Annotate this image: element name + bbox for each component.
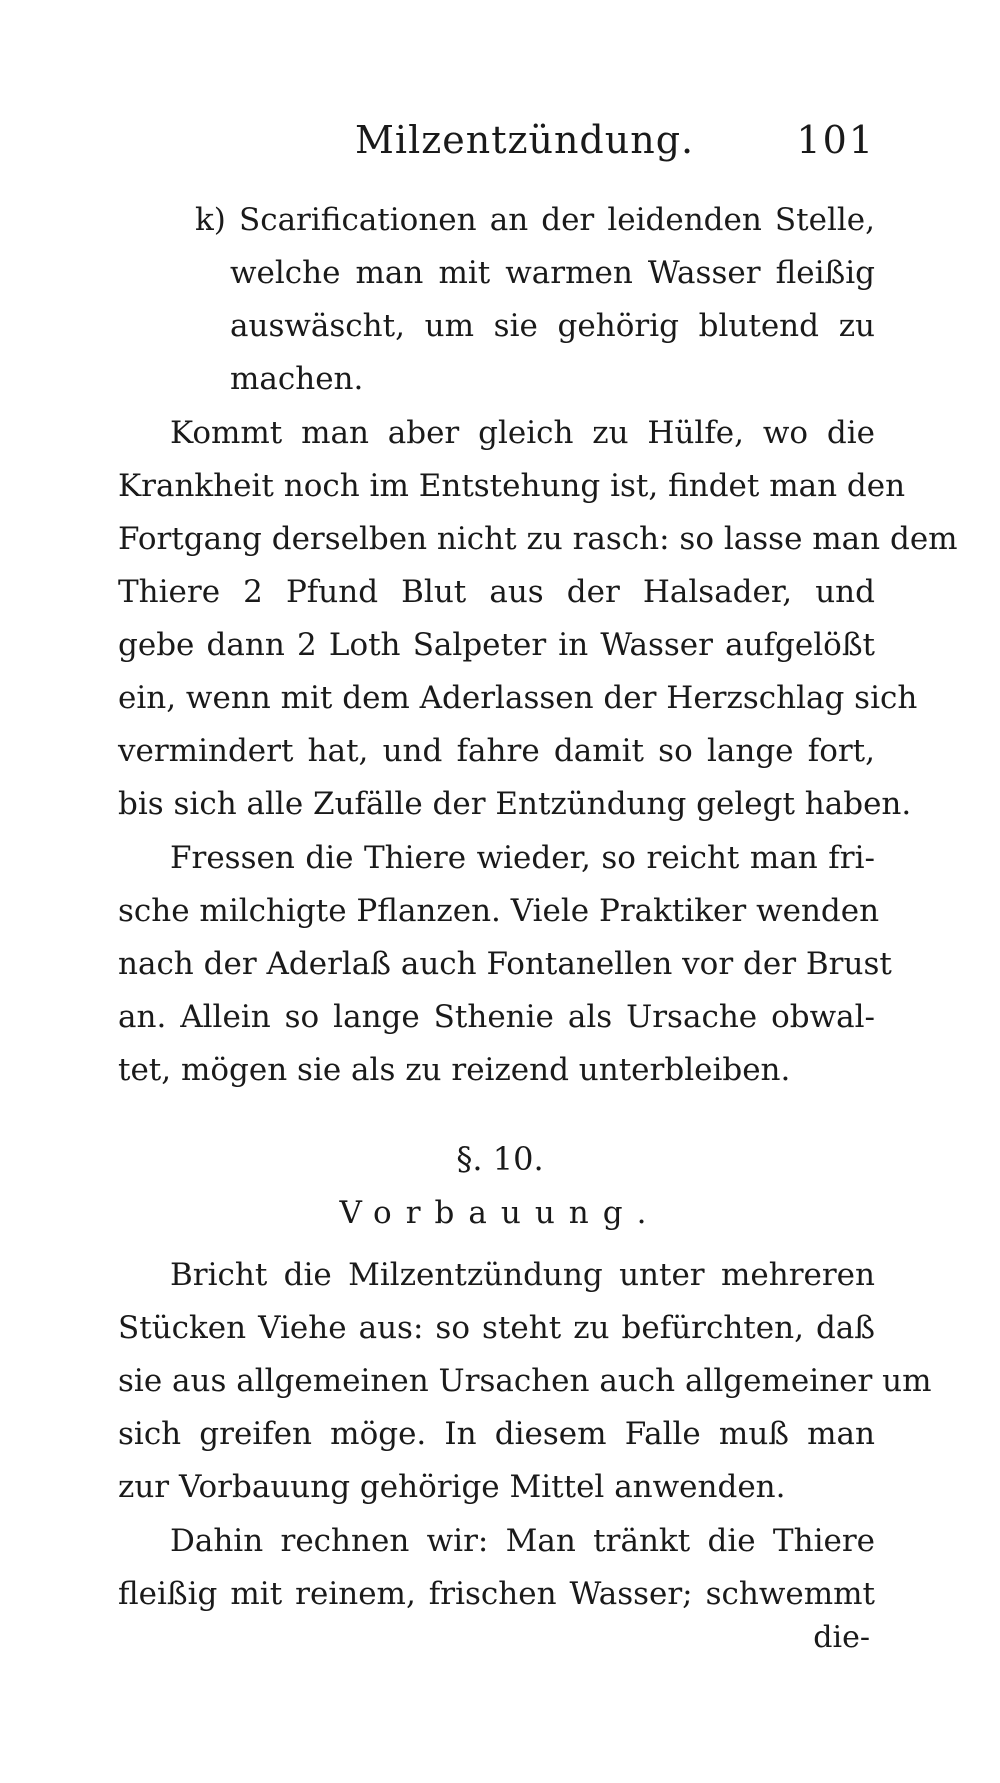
catchword: die- <box>813 1620 870 1655</box>
page-header <box>355 118 875 168</box>
text-line: Thiere 2 Pfund Blut aus der Halsader, und <box>118 574 875 610</box>
text-line: bis sich alle Zufälle der Entzündung gelegt haben. <box>118 786 912 822</box>
text-line: Fortgang derselben nicht zu rasch: so lasse man dem <box>118 521 958 557</box>
text-line: sie aus allgemeinen Ursachen auch allgemeiner um <box>118 1363 932 1399</box>
text-line: nach der Aderlaß auch Fontanellen vor der Brust <box>118 946 892 982</box>
text-line: gebe dann 2 Loth Salpeter in Wasser aufgelößt <box>118 627 875 663</box>
text-line: auswäscht, um sie gehörig blutend zu <box>230 308 875 344</box>
page-number: 101 <box>796 118 875 162</box>
text-line: vermindert hat, und fahre damit so lange fort, <box>118 733 875 769</box>
text-line: Bricht die Milzentzündung unter mehreren <box>170 1257 875 1293</box>
section-title: Vorbauung. <box>339 1195 661 1231</box>
text-line: machen. <box>230 361 364 397</box>
text-line: zur Vorbauung gehörige Mittel anwenden. <box>118 1469 786 1505</box>
text-line: sche milchigte Pflanzen. Viele Praktiker wenden <box>118 893 880 929</box>
text-line: ein, wenn mit dem Aderlassen der Herzschlag sich <box>118 680 918 716</box>
text-line: Kommt man aber gleich zu Hülfe, wo die <box>170 415 875 451</box>
text-line: k) Scarificationen an der leidenden Stelle, <box>195 202 875 238</box>
text-line: Stücken Viehe aus: so steht zu befürchten, daß <box>118 1310 875 1346</box>
text-line: sich greifen möge. In diesem Falle muß man <box>118 1416 875 1452</box>
text-line: welche man mit warmen Wasser fleißig <box>230 255 875 291</box>
text-line: Krankheit noch im Entstehung ist, findet man den <box>118 468 906 504</box>
text-line: Fressen die Thiere wieder, so reicht man fri- <box>170 840 875 876</box>
running-head: Milzentzündung. <box>355 118 695 162</box>
text-line: an. Allein so lange Sthenie als Ursache obwal- <box>118 999 875 1035</box>
text-line: Dahin rechnen wir: Man tränkt die Thiere <box>170 1523 875 1559</box>
section-number: §. 10. <box>456 1140 544 1178</box>
text-line: tet, mögen sie als zu reizend unterbleiben. <box>118 1052 791 1088</box>
text-line: fleißig mit reinem, frischen Wasser; schwemmt <box>118 1576 875 1612</box>
